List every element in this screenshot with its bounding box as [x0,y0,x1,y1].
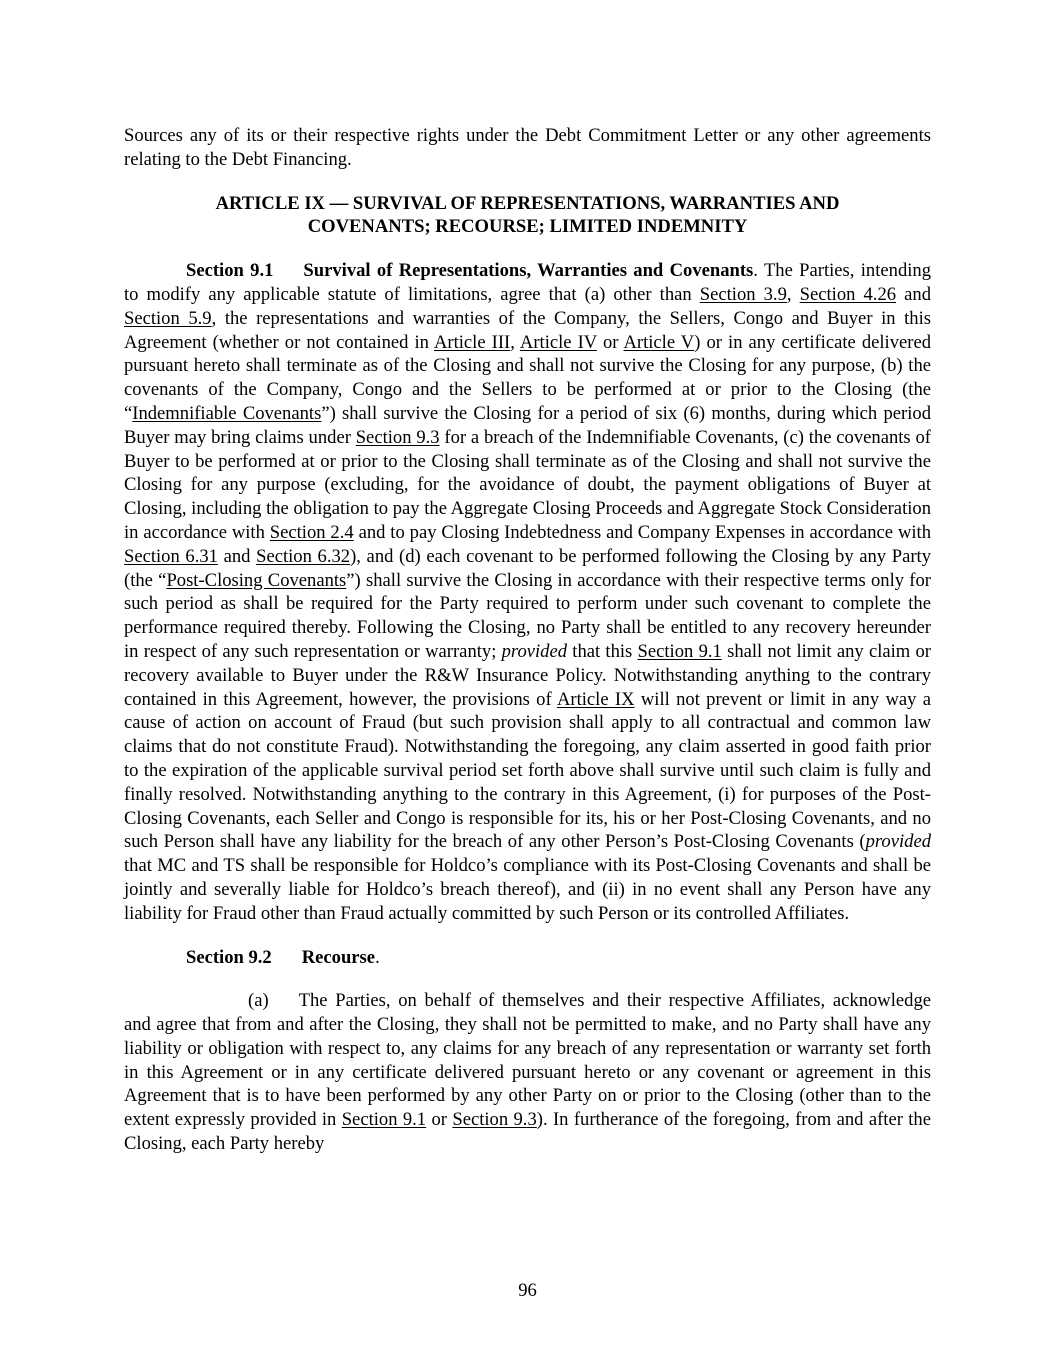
section-reference: Section 6.32 [256,545,351,567]
italic-proviso: provided [865,831,931,853]
section-reference: Section 6.31 [124,545,218,567]
section-9-1-title: Survival of Representations, Warranties and Covenants [303,260,754,282]
article-heading-line-1: ARTICLE IX — SURVIVAL OF REPRESENTATIONS, WARRANTIES AND [215,192,840,214]
defined-term: Post-Closing Covenants [166,569,347,591]
section-reference: Section 9.3 [452,1109,537,1131]
page-number: 96 [518,1280,537,1301]
section-reference: Section 5.9 [124,307,212,329]
italic-proviso: provided [501,640,568,662]
section-9-2-heading: Section 9.2 Recourse. [186,946,380,968]
section-9-2-number: Section 9.2 [186,946,272,968]
defined-term: Indemnifiable Covenants [132,402,322,424]
section-reference: Section 9.3 [355,426,440,448]
section-9-1-number: Section 9.1 [186,260,274,282]
paragraph-a-label: (a) [248,990,269,1012]
section-reference: Section 9.1 [341,1109,427,1131]
article-reference: Article IX [556,688,635,710]
section-reference: Section 4.26 [799,283,897,305]
article-reference: Article IV [519,331,597,353]
paragraph-a: (a) The Parties, on behalf of themselves and their respective Affiliates, acknowledge and agree that from and after the Closing, they shall not be permitted to make, and no Party shall have any liability or obligation with respect to, any claims for any breach of any representation or warranty set forth in this Agreement or in any certificate delivered pursuant hereto or any covenant or agreement in this Agreement that is to have been performed by any other Party on or prior to the Closing (other than to the extent expressly provided in Section 9.1 or Section 9.3). In furtherance of the foregoing, from and after the Closing, each Party hereby [124,990,931,1155]
article-heading-line-2: COVENANTS; RECOURSE; LIMITED INDEMNITY [307,216,748,238]
section-reference: Section 2.4 [269,521,354,543]
article-reference: Article V [623,331,695,353]
document-page [124,124,931,1156]
section-reference: Section 9.1 [637,640,722,662]
article-reference: Article III [433,331,511,353]
section-reference: Section 3.9 [699,283,787,305]
section-9-1-paragraph: Section 9.1 Survival of Representations, Warranties and Covenants. The Parties, intending to modify any applicable statute of limitations, agree that (a) other than Section 3.9, Section 4.26 and Section 5.9, the representations and warranties of the Company, the Sellers, Congo and Buyer in this Agreement (whether or not contained in Article III, Article IV or Article V) or in any certificate delivered pursuant hereto shall terminate as of the Closing and shall not survive the Closing for any purpose, (b) the covenants of the Company, Congo and the Sellers to be performed at or prior to the Closing (the “Indemnifiable Covenants”) shall survive the Closing for a period of six (6) months, during which period Buyer may bring claims under Section 9.3 for a breach of the Indemnifiable Covenants, (c) the covenants of Buyer to be performed at or prior to the Closing shall terminate as of the Closing and shall not survive the Closing for any purpose (excluding, for the avoidance of doubt, the payment obligations of Buyer at Closing, including the obligation to pay the Aggregate Closing Proceeds and Aggregate Stock Consideration in accordance with Section 2.4 and to pay Closing Indebtedness and Company Expenses in accordance with Section 6.31 and Section 6.32), and (d) each covenant to be performed following the Closing by any Party (the “Post-Closing Covenants”) shall survive the Closing in accordance with their respective terms only for such period as shall be required for the Party required to perform under such covenant to complete the performance required thereby. Following the Closing, no Party shall be entitled to any recovery hereunder in respect of any such representation or warranty; provided that this Section 9.1 shall not limit any claim or recovery available to Buyer under the R&W Insurance Policy. Notwithstanding anything to the contrary contained in this Agreement, however, the provisions of Article IX will not prevent or limit in any way a cause of action on account of Fraud (but such provision shall apply to all contractual and common law claims that do not constitute Fraud). Notwithstanding the foregoing, any claim asserted in good faith prior to the expiration of the applicable survival period set forth above shall survive until such claim is fully and finally resolved. Notwithstanding anything to the contrary in this Agreement, (i) for purposes of the Post-Closing Covenants, each Seller and Congo is responsible for its, his or her Post-Closing Covenants, and no such Person shall have any liability for the breach of any other Person’s Post-Closing Covenants (provided that MC and TS shall be responsible for Holdco’s compliance with its Post-Closing Covenants and shall be jointly and severally liable for Holdco’s breach thereof), and (ii) in no event shall any Person have any liability for Fraud other than Fraud actually committed by such Person or its controlled Affiliates. [124,260,932,924]
section-9-2-title: Recourse [301,946,376,968]
intro-paragraph: Sources any of its or their respective rights under the Debt Commitment Letter or any other agreements relating to the Debt Financing. [124,125,931,170]
article-heading [124,192,931,240]
